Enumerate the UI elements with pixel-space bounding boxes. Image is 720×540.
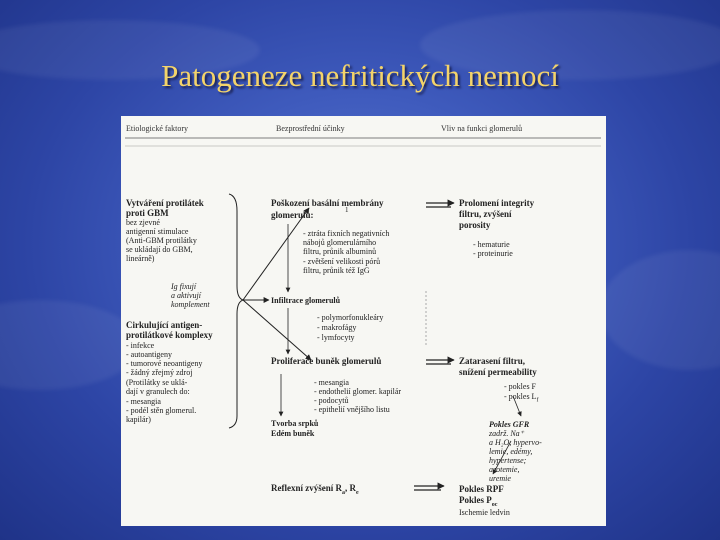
reflex-prefix: Reflexní zvýšení R xyxy=(271,483,342,493)
immune-complex-line: (Protilátky se uklá- xyxy=(126,378,188,387)
lf-drop xyxy=(504,392,538,406)
infiltration-detail: - lymfocyty xyxy=(317,333,355,342)
gbm-detail-line: filtru, průnik albuminů xyxy=(303,247,377,256)
poc-sub: oc xyxy=(491,501,498,508)
clogging-heading: Zatarasení filtru, xyxy=(459,356,525,366)
gfr-line: azotemie, xyxy=(489,465,520,474)
column-header-glomerular-function: Vliv na funkci glomerulů xyxy=(441,124,523,133)
proliferation-detail: - epithelií vnějšího listu xyxy=(314,405,390,414)
gbm-footnote: 1 xyxy=(345,206,349,214)
slide-title: Patogeneze nefritických nemocí xyxy=(161,58,559,93)
crescents-line: Edém buněk xyxy=(271,429,315,438)
immune-complex-line: - infekce xyxy=(126,341,155,350)
complement-line: a aktivují xyxy=(171,291,201,300)
integrity-heading: Prolomení integrity xyxy=(459,198,535,208)
anti-gbm-line: Vytváření protilátek xyxy=(126,198,204,208)
background-streak xyxy=(0,300,140,390)
gfr-line: zadrž. Na⁺ xyxy=(489,429,524,438)
gbm-damage-heading: glomerulů: xyxy=(271,210,314,220)
immune-complex-line: protilátkové komplexy xyxy=(126,330,213,340)
crescents-line: Tvorba srpků xyxy=(271,419,319,428)
gbm-detail-line: - zvětšení velikosti pórů xyxy=(303,257,381,266)
ischemia-line: Ischemie ledvin xyxy=(459,508,510,517)
gfr-line: hypertense; xyxy=(489,456,527,465)
integrity-heading: filtru, zvýšení xyxy=(459,209,512,219)
gfr-line: lemie, edémy, xyxy=(489,447,533,456)
immune-complex-line: Cirkulující antigen- xyxy=(126,320,203,330)
immune-complex-line: kapilár) xyxy=(126,415,151,424)
anti-gbm-line: lineárně) xyxy=(126,254,155,263)
complement-line: Ig fixují xyxy=(171,282,197,291)
anti-gbm-line: bez zjevné xyxy=(126,218,160,227)
anti-gbm-line: se ukládají do GBM, xyxy=(126,245,193,254)
gfr-line: a H₂O, hypervo- xyxy=(489,438,542,447)
immune-complex-line: - žádný zřejmý zdroj xyxy=(126,368,193,377)
immune-complex-line: - podél stěn glomerul. xyxy=(126,406,197,415)
infiltration-detail: - makrofágy xyxy=(317,323,357,332)
column-header-immediate-effects: Bezprostřední účinky xyxy=(276,124,345,133)
integrity-detail: - proteinurie xyxy=(473,249,513,258)
immune-complex-line: - mesangia xyxy=(126,397,161,406)
pf-drop: - pokles F xyxy=(504,382,536,391)
proliferation-heading: Proliferace buněk glomerulů xyxy=(271,356,382,366)
lf-sub: f xyxy=(536,397,539,404)
immune-complex-line: - tumorové neoantigeny xyxy=(126,359,203,368)
integrity-heading: porosity xyxy=(459,220,491,230)
gbm-detail-line: filtru, průnik též IgG xyxy=(303,266,370,275)
anti-gbm-line: antigenní stimulace xyxy=(126,227,189,236)
column-header-etiology: Etiologické faktory xyxy=(126,124,188,133)
immune-complex-line: dají v granulech do: xyxy=(126,387,190,396)
rpf-line: Pokles RPF xyxy=(459,484,504,494)
clogging-heading: snížení permeability xyxy=(459,367,537,377)
gbm-damage-heading: Poškození basální membrány xyxy=(271,198,384,208)
background-streak xyxy=(600,250,720,370)
scanned-diagram xyxy=(121,116,606,526)
proliferation-detail: - podocytů xyxy=(314,396,349,405)
lf-prefix: - pokles L xyxy=(504,392,537,401)
infiltration-detail: - polymorfonukleáry xyxy=(317,313,384,322)
integrity-detail: - hematurie xyxy=(473,240,510,249)
gbm-detail-line: - ztráta fixních negativních xyxy=(303,229,390,238)
poc-prefix: Pokles P xyxy=(459,495,492,505)
gbm-detail-line: nábojů glomerulárního xyxy=(303,238,377,247)
reflex-mid: , R xyxy=(345,483,356,493)
reflex-sub-a: a xyxy=(342,489,345,496)
gfr-line: Pokles GFR xyxy=(489,420,530,429)
proliferation-detail: - mesangia xyxy=(314,378,349,387)
proliferation-detail: - endothelií glomer. kapilár xyxy=(314,387,402,396)
reflex-resistance-line xyxy=(271,483,359,498)
anti-gbm-line: proti GBM xyxy=(126,208,169,218)
gfr-line: uremie xyxy=(489,474,511,483)
reflex-sub-e: e xyxy=(356,489,359,496)
infiltration-heading: Infiltrace glomerulů xyxy=(271,296,341,305)
immune-complex-line: - autoantigeny xyxy=(126,350,172,359)
complement-line: komplement xyxy=(171,300,210,309)
anti-gbm-line: (Anti-GBM protilátky xyxy=(126,236,197,245)
